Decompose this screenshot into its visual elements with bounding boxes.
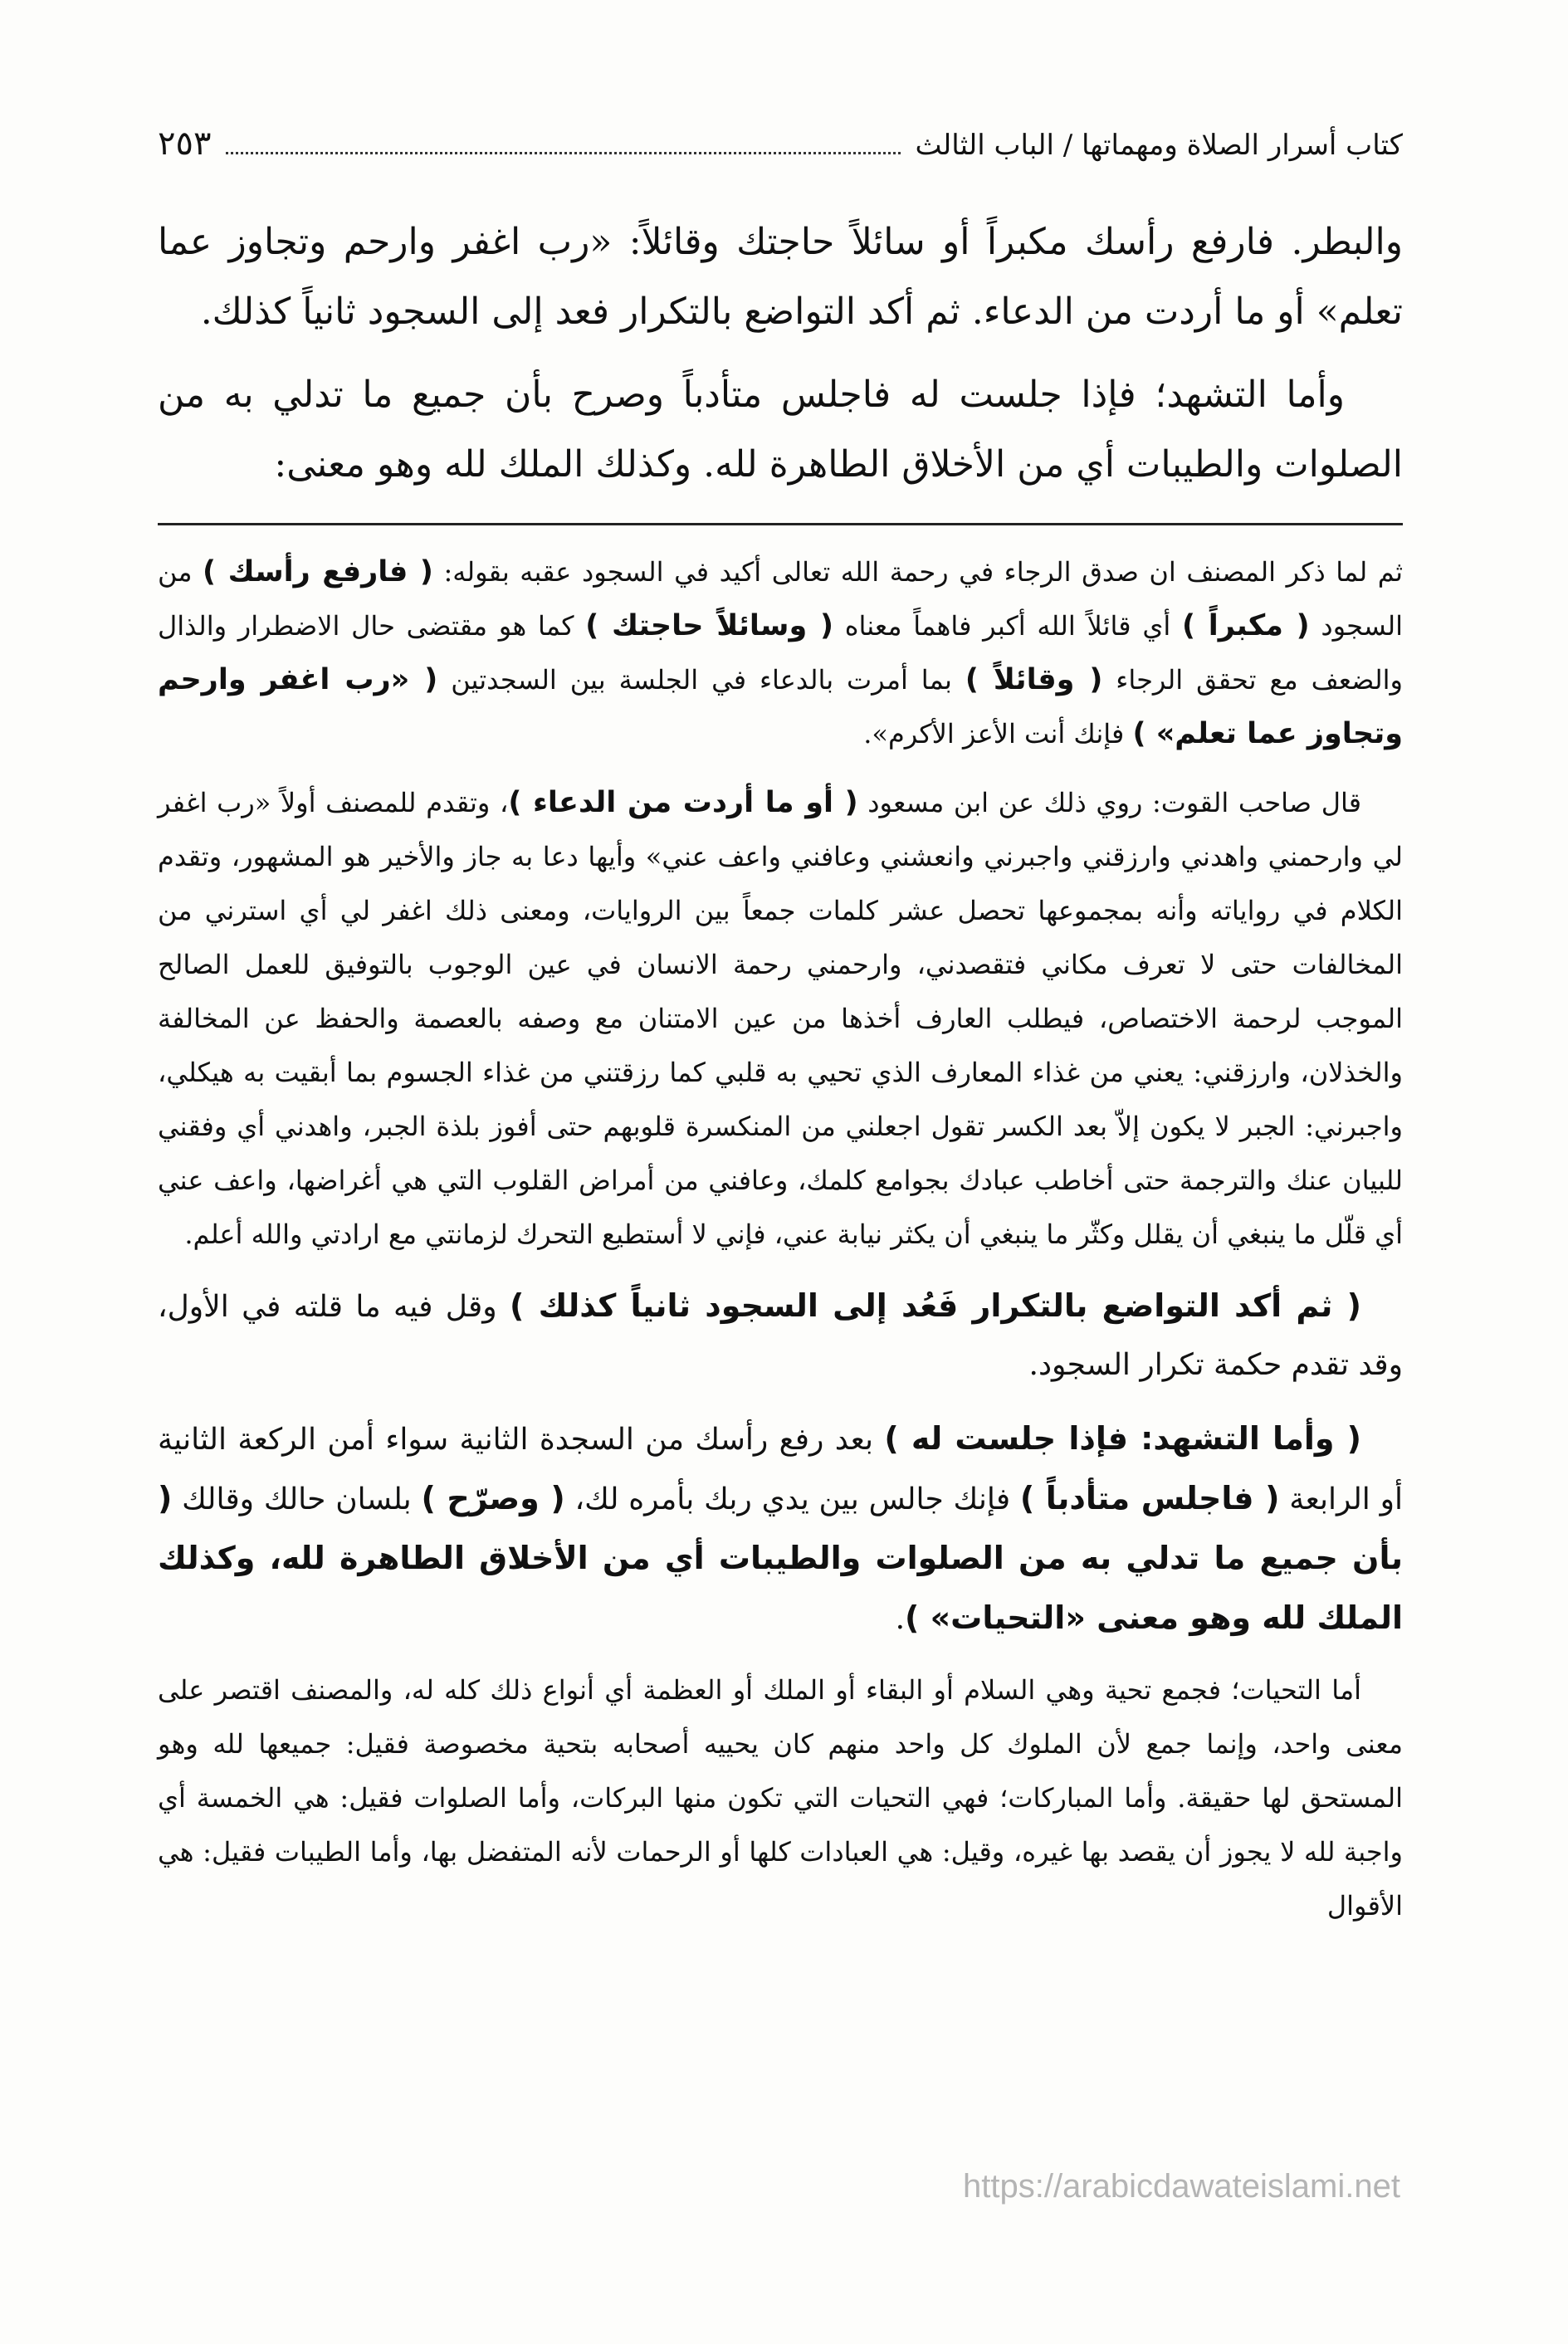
commentary-paragraph-4	[158, 1409, 1403, 1648]
quoted-matn: ( وصرّح )	[421, 1480, 565, 1516]
commentary-text: وقل فيه ما قلته في الأول، وقد تقدم حكمة تكرار السجود.	[158, 1290, 1403, 1382]
quoted-matn: ( وسائلاً حاجتك )	[585, 609, 833, 642]
quoted-matn: ( أو ما أردت من الدعاء )	[508, 786, 858, 819]
commentary	[158, 545, 1403, 1933]
quoted-matn: ( مكبراً )	[1182, 609, 1310, 642]
commentary-paragraph-5: أما التحيات؛ فجمع تحية وهي السلام أو البقاء أو الملك أو العظمة أي أنواع ذلك كله له، والمصنف اقتصر على معنى واحد، وإنما جمع لأن الملوك كل واحد منهم كان يحييه أصحابه بتحية مخصوصة فقيل: جميعها لله وهو المستحق لها حقيقة. وأما المباركات؛ فهي التحيات التي تكون منها البركات، وأما الصلوات فقيل: هي الخمسة أي واجبة لله لا يجوز أن يقصد بها غيره، وقيل: هي العبادات كلها أو الرحمات لأنه المتفضل بها، وأما الطيبات فقيل: هي الأقوال	[158, 1674, 1403, 1922]
quoted-matn: ( بأن جميع ما تدلي به من الصلوات والطيبات أي من الأخلاق الطاهرة لله، وكذلك الملك لله وهو معنى «التحيات» )	[158, 1480, 1403, 1636]
commentary-text: ، وتقدم للمصنف أولاً «رب اغفر لي وارحمني واهدني وارزقني واجبرني وانعشني وعافني واعف عني» وأيها دعا به جاز والأخير هو المشهور، وتقدم الكلام في رواياته وأنه بمجموعها تحصل عشر كلمات جمعاً بين الروايات، ومعنى ذلك اغفر لي أي استرني من المخالفات حتى لا تعرف مكاني فتقصدني، وارحمني رحمة الانسان في عين الوجوب بالتوفيق للعمل الصالح الموجب لرحمة الاختصاص، فيطلب العارف أخذها من عين الامتنان مع وصفه بالعصمة والحفظ عن المخالفة والخذلان، وارزقني: يعني من غذاء المعارف الذي تحيي به قلبي كما رزقتني من غذاء الجسوم بما أبقيت به هيكلي، واجبرني: الجبر لا يكون إلاّ بعد الكسر تقول اجعلني من المنكسرة قلوبهم حتى أفوز بلذة الجبر، واهدني أي وفقني للبيان عنك والترجمة حتى أخاطب عبادك بجوامع كلمك، وعافني من أمراض القلوب التي هي أغراضها، واعف عني أي قلّل ما ينبغي أن يقلل وكثّر ما ينبغي أن يكثر نيابة عني، فإني لا أستطيع التحرك لزمانتي مع ارادتي والله أعلم.	[158, 787, 1404, 1250]
commentary-text: ثم لما ذكر المصنف ان صدق الرجاء في رحمة الله تعالى أكيد في السجود عقبه بقوله:	[432, 556, 1404, 588]
watermark-url: https://arabicdawateislami.net	[963, 2168, 1400, 2205]
running-header	[158, 125, 1403, 174]
commentary-text: .	[895, 1602, 906, 1636]
quoted-matn: ( وقائلاً )	[965, 663, 1103, 696]
commentary-text: فإنك جالس بين يدي ربك بأمره لك،	[564, 1482, 1020, 1516]
commentary-paragraph-1	[158, 545, 1403, 761]
header-title: كتاب أسرار الصلاة ومهماتها / الباب الثالث	[915, 129, 1403, 162]
commentary-text: من السجود	[158, 556, 1404, 642]
main-text	[158, 208, 1403, 500]
page-number: ٢٥٣	[158, 125, 212, 163]
quoted-matn: ( وأما التشهد: فإذا جلست له )	[884, 1420, 1362, 1457]
commentary-text: قال صاحب القوت: روي ذلك عن ابن مسعود	[857, 787, 1362, 818]
book-page	[158, 125, 1403, 1948]
commentary-text: بعد رفع رأسك من السجدة الثانية سواء أمن الركعة الثانية أو الرابعة	[158, 1423, 1403, 1516]
quoted-matn: ( فاجلس متأدباً )	[1019, 1480, 1280, 1516]
commentary-paragraph-3	[158, 1277, 1403, 1394]
commentary-text: كما هو مقتضى حال الاضطرار والذال والضعف مع تحقق الرجاء	[158, 610, 1404, 696]
quoted-matn: ( ثم أكد التواضع بالتكرار فَعُد إلى السجود ثانياً كذلك )	[510, 1287, 1361, 1324]
commentary-paragraph-2	[158, 776, 1403, 1262]
commentary-text: فإنك أنت الأعز الأكرم».	[863, 718, 1133, 750]
matn-paragraph-1: والبطر. فارفع رأسك مكبراً أو سائلاً حاجتك وقائلاً: «رب اغفر وارحم وتجاوز عما تعلم» أو ما أردت من الدعاء. ثم أكد التواضع بالتكرار فعد إلى السجود ثانياً كذلك.	[158, 221, 1403, 333]
header-dot-leader	[226, 140, 900, 154]
quoted-matn: ( «رب اغفر وارحم وتجاوز عما تعلم» )	[158, 663, 1403, 750]
quoted-matn: ( فارفع رأسك )	[203, 555, 433, 588]
matn-paragraph-2: وأما التشهد؛ فإذا جلست له فاجلس متأدباً وصرح بأن جميع ما تدلي به من الصلوات والطيبات أي من الأخلاق الطاهرة لله. وكذلك الملك لله وهو معنى:	[158, 374, 1403, 486]
commentary-text: أي قائلاً الله أكبر فاهماً معناه	[833, 610, 1183, 642]
commentary-text: بلسان حالك وقالك	[172, 1482, 422, 1516]
commentary-text: بما أمرت بالدعاء في الجلسة بين السجدتين	[437, 664, 965, 696]
separator-rule	[158, 523, 1403, 525]
